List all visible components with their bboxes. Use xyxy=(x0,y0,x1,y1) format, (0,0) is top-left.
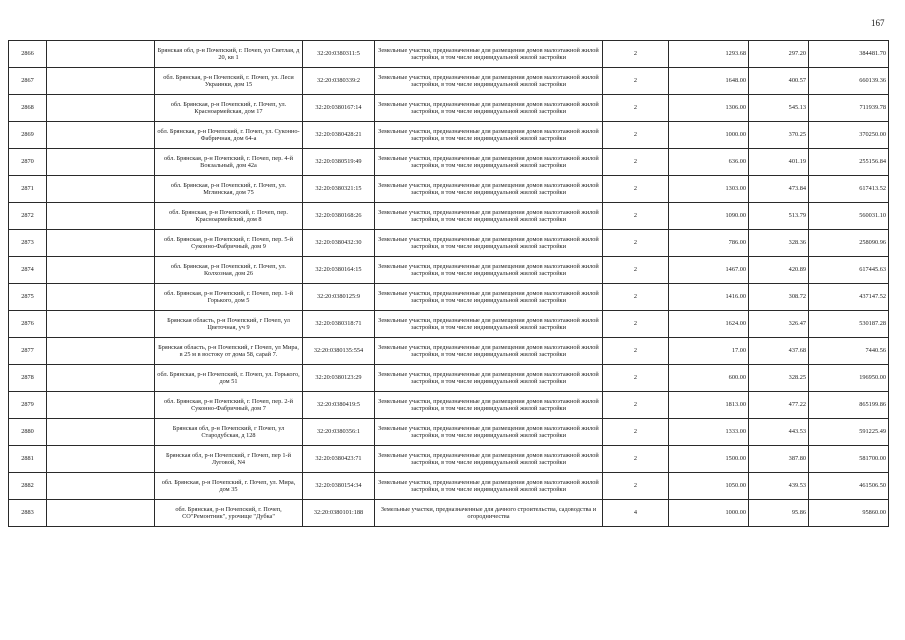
record-number: 2872 xyxy=(9,203,47,230)
area-cell: 786.00 xyxy=(669,230,749,257)
price-per-unit-cell: 326.47 xyxy=(749,311,809,338)
land-use-cell: Земельные участки, предназначенные для размещения домов малоэтажной жилой застройки, в том числе индивидуальной жилой застройки xyxy=(375,95,603,122)
cadastral-value-cell: 591225.49 xyxy=(809,419,889,446)
category-cell: 2 xyxy=(603,419,669,446)
category-cell: 2 xyxy=(603,122,669,149)
category-cell: 2 xyxy=(603,41,669,68)
cadastral-value-cell: 255156.84 xyxy=(809,149,889,176)
record-number: 2883 xyxy=(9,500,47,527)
land-use-cell: Земельные участки, предназначенные для дачного строительства, садоводства и огородничества xyxy=(375,500,603,527)
record-number: 2871 xyxy=(9,176,47,203)
category-cell: 4 xyxy=(603,500,669,527)
category-cell: 2 xyxy=(603,230,669,257)
cadastral-value-cell: 865199.86 xyxy=(809,392,889,419)
land-use-cell: Земельные участки, предназначенные для размещения домов малоэтажной жилой застройки, в том числе индивидуальной жилой застройки xyxy=(375,257,603,284)
area-cell: 1648.00 xyxy=(669,68,749,95)
land-use-cell: Земельные участки, предназначенные для размещения домов малоэтажной жилой застройки, в том числе индивидуальной жилой застройки xyxy=(375,473,603,500)
price-per-unit-cell: 328.25 xyxy=(749,365,809,392)
address-cell: обл. Брянская, р-н Почепский, г. Почеп, ул. Колхозная, дом 26 xyxy=(155,257,303,284)
blank-cell xyxy=(47,122,155,149)
land-records-table xyxy=(8,40,889,527)
area-cell: 600.00 xyxy=(669,365,749,392)
address-cell: обл. Брянская, р-н Почепский, г. Почеп, ул. Мглинская, дом 75 xyxy=(155,176,303,203)
cadastral-value-cell: 370250.00 xyxy=(809,122,889,149)
address-cell: обл. Брянская, р-н Почепский, г. Почеп, ул. Мира, дом 35 xyxy=(155,473,303,500)
address-cell: Брянская область, р-н Почепский, г Почеп, ул Мира, в 25 м в востоку от дома 58, сарай 7. xyxy=(155,338,303,365)
area-cell: 1050.00 xyxy=(669,473,749,500)
cadastral-number-cell: 32:20:0380125:9 xyxy=(303,284,375,311)
category-cell: 2 xyxy=(603,95,669,122)
blank-cell xyxy=(47,365,155,392)
price-per-unit-cell: 473.84 xyxy=(749,176,809,203)
land-use-cell: Земельные участки, предназначенные для размещения домов малоэтажной жилой застройки, в том числе индивидуальной жилой застройки xyxy=(375,230,603,257)
area-cell: 1500.00 xyxy=(669,446,749,473)
land-use-cell: Земельные участки, предназначенные для размещения домов малоэтажной жилой застройки, в том числе индивидуальной жилой застройки xyxy=(375,338,603,365)
address-cell: Брянская обл, р-н Почепский, г Почеп, пер 1-й Луговой, N4 xyxy=(155,446,303,473)
area-cell: 1416.00 xyxy=(669,284,749,311)
blank-cell xyxy=(47,473,155,500)
land-use-cell: Земельные участки, предназначенные для размещения домов малоэтажной жилой застройки, в том числе индивидуальной жилой застройки xyxy=(375,419,603,446)
cadastral-value-cell: 711939.78 xyxy=(809,95,889,122)
cadastral-number-cell: 32:20:0380356:1 xyxy=(303,419,375,446)
record-number: 2868 xyxy=(9,95,47,122)
table-row xyxy=(9,365,889,392)
land-use-cell: Земельные участки, предназначенные для размещения домов малоэтажной жилой застройки, в том числе индивидуальной жилой застройки xyxy=(375,149,603,176)
cadastral-number-cell: 32:20:0380321:15 xyxy=(303,176,375,203)
table-row xyxy=(9,122,889,149)
category-cell: 2 xyxy=(603,149,669,176)
area-cell: 1333.00 xyxy=(669,419,749,446)
category-cell: 2 xyxy=(603,68,669,95)
address-cell: обл. Брянская, р-н Почепский, г. Почеп, пер. 5-й Суконно-Фабричный, дом 9 xyxy=(155,230,303,257)
land-use-cell: Земельные участки, предназначенные для размещения домов малоэтажной жилой застройки, в том числе индивидуальной жилой застройки xyxy=(375,176,603,203)
record-number: 2876 xyxy=(9,311,47,338)
address-cell: обл. Брянская, р-н Почепский, г. Почеп, ул. Суконно-Фабричная, дом 64-а xyxy=(155,122,303,149)
address-cell: обл. Брянская, р-н Почепский, г. Почеп, ул. Красноармейская, дом 17 xyxy=(155,95,303,122)
table-row xyxy=(9,203,889,230)
cadastral-value-cell: 384481.70 xyxy=(809,41,889,68)
price-per-unit-cell: 328.36 xyxy=(749,230,809,257)
price-per-unit-cell: 437.68 xyxy=(749,338,809,365)
area-cell: 1467.00 xyxy=(669,257,749,284)
category-cell: 2 xyxy=(603,176,669,203)
category-cell: 2 xyxy=(603,338,669,365)
price-per-unit-cell: 308.72 xyxy=(749,284,809,311)
record-number: 2875 xyxy=(9,284,47,311)
record-number: 2879 xyxy=(9,392,47,419)
area-cell: 1813.00 xyxy=(669,392,749,419)
cadastral-number-cell: 32:20:0380135:554 xyxy=(303,338,375,365)
table-row xyxy=(9,95,889,122)
address-cell: Брянская обл, р-н Почепский, г. Почеп, ул Светлая, д 20, кв 1 xyxy=(155,41,303,68)
blank-cell xyxy=(47,41,155,68)
blank-cell xyxy=(47,230,155,257)
cadastral-number-cell: 32:20:0380154:34 xyxy=(303,473,375,500)
blank-cell xyxy=(47,338,155,365)
blank-cell xyxy=(47,500,155,527)
address-cell: обл. Брянская, р-н Почепский, г. Почеп, ул. Леси Украинки, дом 15 xyxy=(155,68,303,95)
cadastral-value-cell: 258090.96 xyxy=(809,230,889,257)
record-number: 2873 xyxy=(9,230,47,257)
record-number: 2866 xyxy=(9,41,47,68)
address-cell: обл. Брянская, р-н Почепский, г. Почеп, пер. Красноармейский, дом 8 xyxy=(155,203,303,230)
area-cell: 1000.00 xyxy=(669,500,749,527)
cadastral-number-cell: 32:20:0380123:29 xyxy=(303,365,375,392)
table-row xyxy=(9,311,889,338)
table-body xyxy=(9,41,889,527)
table-row xyxy=(9,500,889,527)
table-row xyxy=(9,284,889,311)
cadastral-value-cell: 581700.00 xyxy=(809,446,889,473)
record-number: 2878 xyxy=(9,365,47,392)
land-use-cell: Земельные участки, предназначенные для размещения домов малоэтажной жилой застройки, в том числе индивидуальной жилой застройки xyxy=(375,41,603,68)
blank-cell xyxy=(47,176,155,203)
price-per-unit-cell: 439.53 xyxy=(749,473,809,500)
area-cell: 1090.00 xyxy=(669,203,749,230)
cadastral-number-cell: 32:20:0380428:21 xyxy=(303,122,375,149)
table-row xyxy=(9,68,889,95)
cadastral-number-cell: 32:20:0380432:30 xyxy=(303,230,375,257)
table-row xyxy=(9,149,889,176)
address-cell: обл. Брянская, р-н Почепский, г. Почеп, пер. 1-й Горького, дом 5 xyxy=(155,284,303,311)
category-cell: 2 xyxy=(603,311,669,338)
blank-cell xyxy=(47,311,155,338)
table-row xyxy=(9,230,889,257)
cadastral-number-cell: 32:20:0380311:5 xyxy=(303,41,375,68)
table-row xyxy=(9,41,889,68)
table-row xyxy=(9,419,889,446)
area-cell: 1000.00 xyxy=(669,122,749,149)
land-use-cell: Земельные участки, предназначенные для размещения домов малоэтажной жилой застройки, в том числе индивидуальной жилой застройки xyxy=(375,284,603,311)
cadastral-number-cell: 32:20:0380167:14 xyxy=(303,95,375,122)
price-per-unit-cell: 387.80 xyxy=(749,446,809,473)
category-cell: 2 xyxy=(603,446,669,473)
cadastral-number-cell: 32:20:0380339:2 xyxy=(303,68,375,95)
price-per-unit-cell: 370.25 xyxy=(749,122,809,149)
category-cell: 2 xyxy=(603,284,669,311)
address-cell: обл. Брянская, р-н Почепский, г. Почеп, пер. 4-й Вокзальный, дом 42а xyxy=(155,149,303,176)
cadastral-value-cell: 617413.52 xyxy=(809,176,889,203)
area-cell: 636.00 xyxy=(669,149,749,176)
table-row xyxy=(9,338,889,365)
address-cell: Брянская обл, р-н Почепский, г Почеп, ул Стародубская, д 128 xyxy=(155,419,303,446)
area-cell: 1303.00 xyxy=(669,176,749,203)
area-cell: 1293.68 xyxy=(669,41,749,68)
cadastral-value-cell: 461506.50 xyxy=(809,473,889,500)
land-use-cell: Земельные участки, предназначенные для размещения домов малоэтажной жилой застройки, в том числе индивидуальной жилой застройки xyxy=(375,68,603,95)
address-cell: обл. Брянская, р-н Почепский, г. Почеп, пер. 2-й Суконно-Фабричный, дом 7 xyxy=(155,392,303,419)
land-use-cell: Земельные участки, предназначенные для размещения домов малоэтажной жилой застройки, в том числе индивидуальной жилой застройки xyxy=(375,122,603,149)
cadastral-value-cell: 530187.28 xyxy=(809,311,889,338)
category-cell: 2 xyxy=(603,257,669,284)
land-use-cell: Земельные участки, предназначенные для размещения домов малоэтажной жилой застройки, в том числе индивидуальной жилой застройки xyxy=(375,203,603,230)
blank-cell xyxy=(47,284,155,311)
blank-cell xyxy=(47,149,155,176)
category-cell: 2 xyxy=(603,203,669,230)
area-cell: 1624.00 xyxy=(669,311,749,338)
price-per-unit-cell: 477.22 xyxy=(749,392,809,419)
cadastral-value-cell: 560031.10 xyxy=(809,203,889,230)
blank-cell xyxy=(47,392,155,419)
cadastral-number-cell: 32:20:0380519:49 xyxy=(303,149,375,176)
page-number: 167 xyxy=(871,18,885,28)
land-use-cell: Земельные участки, предназначенные для размещения домов малоэтажной жилой застройки, в том числе индивидуальной жилой застройки xyxy=(375,365,603,392)
record-number: 2880 xyxy=(9,419,47,446)
blank-cell xyxy=(47,419,155,446)
record-number: 2881 xyxy=(9,446,47,473)
blank-cell xyxy=(47,203,155,230)
address-cell: Брянская область, р-н Почепский, г Почеп, ул Цветочная, уч 9 xyxy=(155,311,303,338)
cadastral-number-cell: 32:20:0380419:5 xyxy=(303,392,375,419)
record-number: 2877 xyxy=(9,338,47,365)
cadastral-value-cell: 7440.56 xyxy=(809,338,889,365)
price-per-unit-cell: 513.79 xyxy=(749,203,809,230)
land-use-cell: Земельные участки, предназначенные для размещения домов малоэтажной жилой застройки, в том числе индивидуальной жилой застройки xyxy=(375,446,603,473)
price-per-unit-cell: 545.13 xyxy=(749,95,809,122)
record-number: 2867 xyxy=(9,68,47,95)
table-row xyxy=(9,473,889,500)
cadastral-value-cell: 437147.52 xyxy=(809,284,889,311)
land-use-cell: Земельные участки, предназначенные для размещения домов малоэтажной жилой застройки, в том числе индивидуальной жилой застройки xyxy=(375,392,603,419)
table-row xyxy=(9,257,889,284)
price-per-unit-cell: 401.19 xyxy=(749,149,809,176)
cadastral-number-cell: 32:20:0380423:71 xyxy=(303,446,375,473)
price-per-unit-cell: 420.89 xyxy=(749,257,809,284)
record-number: 2870 xyxy=(9,149,47,176)
category-cell: 2 xyxy=(603,392,669,419)
category-cell: 2 xyxy=(603,473,669,500)
table-row xyxy=(9,176,889,203)
cadastral-number-cell: 32:20:0380168:26 xyxy=(303,203,375,230)
record-number: 2874 xyxy=(9,257,47,284)
address-cell: обл. Брянская, р-н Почепский, г. Почеп, ул. Горького, дом 51 xyxy=(155,365,303,392)
cadastral-value-cell: 196950.00 xyxy=(809,365,889,392)
price-per-unit-cell: 95.86 xyxy=(749,500,809,527)
blank-cell xyxy=(47,446,155,473)
area-cell: 1306.00 xyxy=(669,95,749,122)
table-row xyxy=(9,446,889,473)
address-cell: обл. Брянская, р-н Почепский, г. Почеп, СО"Ремонтник", урочище "Дубка" xyxy=(155,500,303,527)
blank-cell xyxy=(47,95,155,122)
area-cell: 17.00 xyxy=(669,338,749,365)
category-cell: 2 xyxy=(603,365,669,392)
price-per-unit-cell: 297.20 xyxy=(749,41,809,68)
land-use-cell: Земельные участки, предназначенные для размещения домов малоэтажной жилой застройки, в том числе индивидуальной жилой застройки xyxy=(375,311,603,338)
cadastral-number-cell: 32:20:0380318:71 xyxy=(303,311,375,338)
cadastral-number-cell: 32:20:0380101:188 xyxy=(303,500,375,527)
record-number: 2869 xyxy=(9,122,47,149)
cadastral-value-cell: 95860.00 xyxy=(809,500,889,527)
table-row xyxy=(9,392,889,419)
price-per-unit-cell: 400.57 xyxy=(749,68,809,95)
price-per-unit-cell: 443.53 xyxy=(749,419,809,446)
cadastral-value-cell: 660139.36 xyxy=(809,68,889,95)
cadastral-value-cell: 617445.63 xyxy=(809,257,889,284)
blank-cell xyxy=(47,68,155,95)
record-number: 2882 xyxy=(9,473,47,500)
blank-cell xyxy=(47,257,155,284)
cadastral-number-cell: 32:20:0380164:15 xyxy=(303,257,375,284)
